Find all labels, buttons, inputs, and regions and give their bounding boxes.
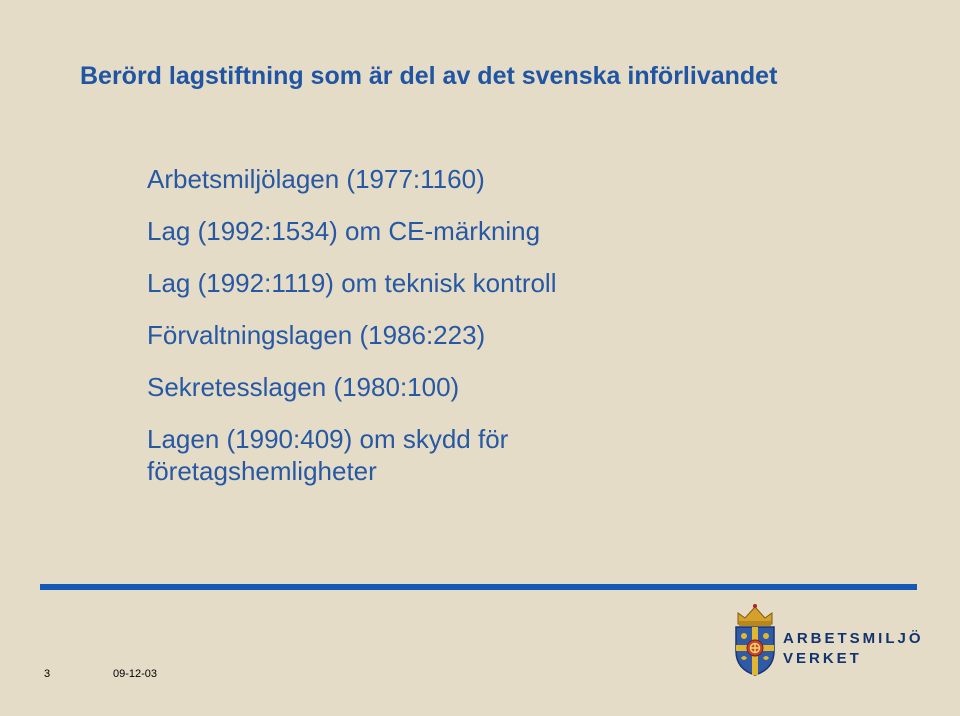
logo-wordmark bbox=[783, 629, 924, 669]
page-number: 3 bbox=[44, 668, 51, 680]
law-item-ce-markning: Lag (1992:1534) om CE-märkning bbox=[147, 216, 541, 246]
logo-line-arbetsmiljo: ARBETSMILJÖ bbox=[783, 630, 924, 647]
law-list bbox=[147, 163, 867, 507]
slide-title: Berörd lagstiftning som är del av det svenska införlivandet bbox=[80, 62, 778, 90]
law-item-sekretesslagen: Sekretesslagen (1980:100) bbox=[147, 372, 460, 402]
footer-date: 09-12-03 bbox=[113, 668, 158, 680]
law-item-arbetsmiljolagen: Arbetsmiljölagen (1977:1160) bbox=[147, 164, 485, 194]
law-item-forvaltningslagen: Förvaltningslagen (1986:223) bbox=[147, 320, 486, 350]
law-item-teknisk-kontroll: Lag (1992:1119) om teknisk kontroll bbox=[147, 268, 557, 298]
footer-divider bbox=[40, 584, 917, 590]
law-item-foretagshemligheter: Lagen (1990:409) om skydd för företagshemligheter bbox=[147, 424, 509, 486]
swedish-coat-of-arms-icon bbox=[731, 603, 779, 677]
logo-line-verket: VERKET bbox=[783, 650, 862, 667]
